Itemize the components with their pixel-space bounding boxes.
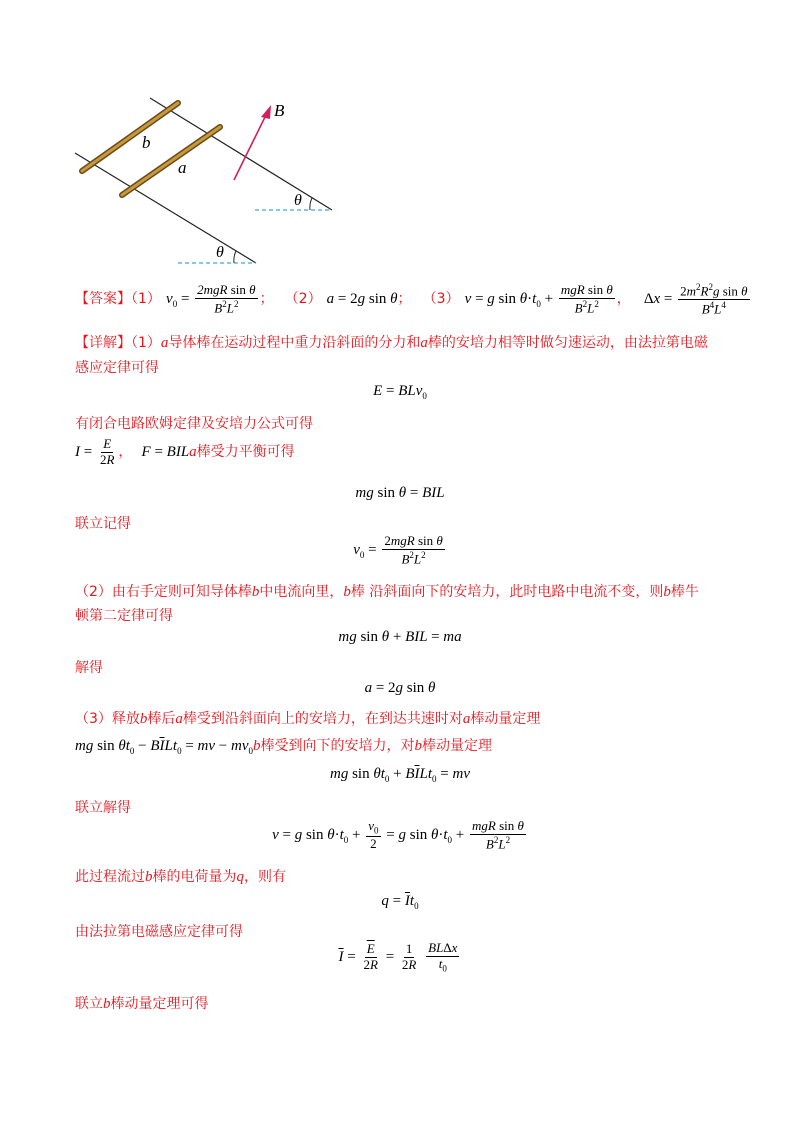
detail-line-11: 联立解得 (75, 800, 131, 816)
rails-diagram (60, 85, 360, 275)
detail-line-5: 联立记得 (75, 516, 131, 532)
eq-balance: mg sin θ = BIL (355, 485, 445, 501)
eq-avg-current: $\overline{I}$ = $\frac{\overline{E}}{2R}$ = $\frac{1}{2R}$ $\frac{\text{BLΔx}}{t_0}$ (338, 940, 458, 974)
eq-v0: $v_0$ = $\frac{\text{2mgR sin θ}}{B^2L^2}$ (353, 533, 443, 567)
detail-line-2: 感应定律可得 (75, 360, 159, 376)
detail-line-13: 由法拉第电磁感应定律可得 (75, 924, 243, 940)
detail-line-3: 有闭合电路欧姆定律及安培力公式可得 (75, 416, 313, 432)
detail-line-7: 顿第二定律可得 (75, 608, 173, 624)
detail-line-12: 此过程流过b棒的电荷量为q，则有 (75, 869, 286, 885)
label-a: a (178, 158, 187, 177)
eq-charge: $q = \overline{I}t_0$ (381, 893, 419, 911)
detail-line-14: 联立b棒动量定理可得 (75, 996, 209, 1012)
eq-newton: mg sin θ + BIL = ma (338, 629, 462, 645)
eq-emf: E = BLv$_0$ (373, 383, 427, 401)
label-B: B (274, 101, 285, 120)
label-theta-1: θ (294, 192, 302, 209)
eq-current-force: I = $\frac{E}{2R}$ ， F = BILa棒受力平衡可得 (75, 436, 295, 467)
eq-momentum-b: mg $\sin \theta t_0 + B\overline{I}Lt_0$ = mv (329, 766, 471, 784)
eq-accel: a = 2g sin θ (364, 680, 436, 696)
detail-line-8: 解得 (75, 660, 103, 676)
detail-line-1: 【详解】（1）a导体棒在运动过程中重力沿斜面的分力和a棒的安培力相等时做匀速运动，由法拉第电磁 (75, 335, 708, 351)
answer-line: 【答案】（1） $v_0$ = $\frac{\text{2mgR sin θ}}{B^2L^2}$ ； （2） a = 2g sin θ； （3） v = g $\sin \theta\cdot t_0$ + $\frac{\text{mgR sin θ}}{B^2L^2}$ ， Δx = $\frac{2m^2R^2g \sin \theta}{B^4L^4}$ (75, 282, 748, 317)
b-field-arrow (234, 113, 267, 180)
label-b: b (142, 133, 151, 152)
label-theta-2: θ (216, 244, 224, 261)
eq-v-final: v = g $\sin \theta\cdot t_0$ + $\frac{v_0}{2}$ = g $\sin \theta\cdot t_0$ + $\frac{\text{mgR sin θ}}{B^2L^2}$ (272, 818, 524, 852)
detail-line-6: （2）由右手定则可知导体棒b中电流向里，b棒 沿斜面向下的安培力，此时电路中电流不变，则b棒牛 (75, 584, 699, 600)
detail-line-9: （3）释放b棒后a棒受到沿斜面向上的安培力，在到达共速时对a棒动量定理 (75, 711, 541, 727)
eq-momentum-a: mg $\sin \theta t_0 - B\overline{I}Lt_0$ = mv − $mv_0b$棒受到向下的安培力，对b棒动量定理 (75, 738, 492, 756)
